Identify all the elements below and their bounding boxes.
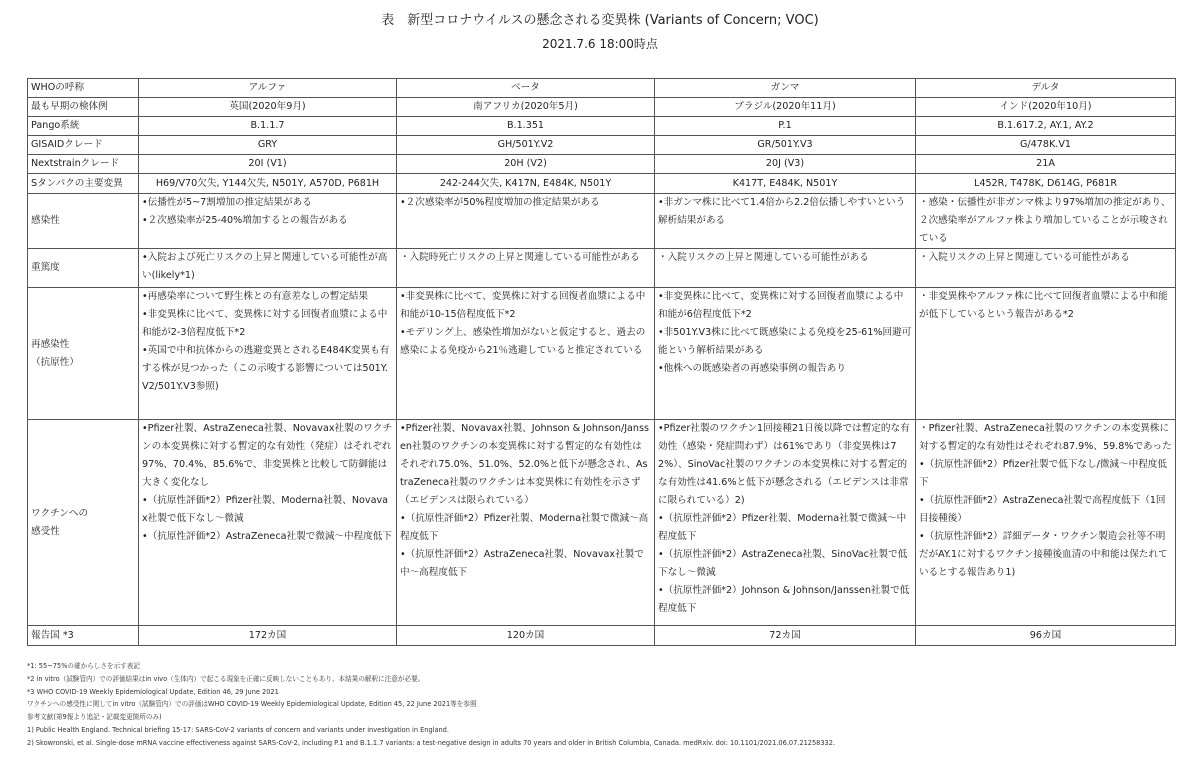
row-label-line: ワクチンへの [31, 507, 89, 519]
table-row-spike [28, 174, 1176, 194]
cell-alpha-gisaid: GRY [139, 136, 397, 155]
cell-line: ・感染・伝播性が非ガンマ株より97%増加の推定があり、２次感染率がアルファ株より増加していることが示唆されている [919, 197, 1171, 244]
cell-line: •（抗原性評価*2）Pfizer社製、Moderna社製、Novavax社製で低下なし～微減 [142, 495, 389, 524]
footnote: ワクチンへの感受性に関してin vitro（試験管内）での評価はWHO COVID-19 Weekly Epidemiological Update, Edition 45, 22 June 2021等を参照 [27, 700, 477, 709]
footnote: 1) Public Health England. Technical briefing 15-17: SARS-CoV-2 variants of concern and variants under investigation in England. [27, 725, 449, 734]
cell-line: •英国で中和抗体からの逃避変異とされるE484K変異も有する株が見つかった（この示唆する影響については501Y.V2/501Y.V3参照) [142, 345, 390, 392]
cell-beta-pango: B.1.351 [397, 117, 655, 136]
cell-delta-spike: L452R, T478K, D614G, P681R [916, 174, 1176, 194]
cell-alpha-pango: B.1.1.7 [139, 117, 397, 136]
cell-line: •Pfizer社製、Novavax社製、Johnson & Johnson/Janssen社製のワクチンの本変異株に対する暫定的な有効性はそれぞれ75.0%、51.0%、52.0%と低下が懸念され、AstraZeneca社製のワクチンは本変異株に有効性を示さず（エビデンスは限られている） [400, 423, 649, 506]
header-beta: ベータ [397, 79, 655, 98]
cell-delta-countries: 96カ国 [916, 626, 1176, 646]
row-label-countries: 報告国 *3 [28, 626, 139, 646]
cell-delta-vaccine [916, 420, 1176, 626]
cell-gamma-reinfection [655, 288, 916, 420]
table-row-severity [28, 249, 1176, 288]
cell-alpha-spike: H69/V70欠失, Y144欠失, N501Y, A570D, P681H [139, 174, 397, 194]
cell-gamma-pango: P.1 [655, 117, 916, 136]
cell-line: •非ガンマ株に比べて1.4倍から2.2倍伝播しやすいという解析結果がある [658, 197, 906, 226]
footnote: *3 WHO COVID-19 Weekly Epidemiological Update, Edition 46, 29 June 2021 [27, 687, 279, 696]
header-delta: デルタ [916, 79, 1176, 98]
cell-alpha-infectivity [139, 194, 397, 249]
table-header-row [28, 79, 1176, 98]
cell-line: •Pfizer社製、AstraZeneca社製、Novavax社製のワクチンの本変異株に対する暫定的な有効性（発症）はそれぞれ97%、70.4%、85.6%で、非変異株と比較して防御能は大きく変化なし [142, 423, 393, 488]
cell-line: •再感染率について野生株との有意差なしの暫定結果 [142, 291, 369, 302]
cell-alpha-earliest: 英国(2020年9月) [139, 98, 397, 117]
table-row-vaccine [28, 420, 1176, 626]
cell-delta-earliest: インド(2020年10月) [916, 98, 1176, 117]
row-label-line: 感受性 [31, 525, 60, 537]
cell-line: ・入院リスクの上昇と関連している可能性がある [919, 252, 1130, 263]
cell-gamma-spike: K417T, E484K, N501Y [655, 174, 916, 194]
cell-line: •（抗原性評価*2）詳細データ・ワクチン製造会社等不明だがAY.1に対するワクチン接種後血清の中和能は保たれているとする報告あり1) [919, 531, 1168, 578]
cell-delta-infectivity [916, 194, 1176, 249]
cell-beta-spike: 242-244欠失, K417N, E484K, N501Y [397, 174, 655, 194]
cell-gamma-earliest: ブラジル(2020年11月) [655, 98, 916, 117]
cell-line: •（抗原性評価*2）AstraZeneca社製で高程度低下（1回目接種後） [919, 495, 1166, 524]
cell-alpha-countries: 172カ国 [139, 626, 397, 646]
voc-table [27, 78, 1176, 646]
cell-line: ・入院時死亡リスクの上昇と関連している可能性がある [400, 252, 640, 263]
row-label-spike: Sタンパクの主要変異 [28, 174, 139, 194]
footnote: *1: 55~75%の確からしさを示す表記 [27, 662, 140, 670]
cell-line: •（抗原性評価*2）Pfizer社製、Moderna社製で微減～高程度低下 [400, 513, 649, 542]
footnotes [27, 660, 1177, 750]
row-label-line: （抗原性） [31, 356, 79, 368]
cell-line: •（抗原性評価*2）AstraZeneca社製で微減～中程度低下 [142, 531, 393, 542]
cell-gamma-severity [655, 249, 916, 288]
cell-line: •（抗原性評価*2）AstraZeneca社製、SinoVac社製で低下なし～微減 [658, 549, 908, 578]
cell-delta-pango: B.1.617.2, AY.1, AY.2 [916, 117, 1176, 136]
cell-alpha-severity [139, 249, 397, 288]
document-date: 2021.7.6 18:00時点 [542, 37, 658, 51]
cell-gamma-countries: 72カ国 [655, 626, 916, 646]
cell-gamma-gisaid: GR/501Y.V3 [655, 136, 916, 155]
cell-line: •２次感染率が25-40%増加するとの報告がある [142, 215, 348, 226]
row-label-nextstrain: Nextstrainクレード [28, 155, 139, 174]
cell-beta-reinfection [397, 288, 655, 420]
cell-beta-earliest: 南アフリカ(2020年5月) [397, 98, 655, 117]
row-label-severity: 重篤度 [28, 249, 139, 288]
row-label-reinfection [28, 288, 139, 420]
row-label-pango: Pango系統 [28, 117, 139, 136]
row-label-gisaid: GISAIDクレード [28, 136, 139, 155]
footnote: 2) Skowronski, et al. Single-dose mRNA vaccine effectiveness against SARS-CoV-2, including P.1 and B.1.1.7 variants: a test-negative design in adults 70 years and older in British Columbia, Canada. medRxiv. doi: 10.1101/2021.06.07.21258332. [27, 738, 836, 747]
cell-line: •他株への既感染者の再感染事例の報告あり [658, 363, 846, 374]
cell-line: •Pfizer社製のワクチン1回接種21日後以降では暫定的な有効性（感染・発症問わず）は61%であり（非変異株は72%）、SinoVac社製のワクチンの本変異株に対する暫定的な有効性は41.6%と低下が懸念される（エビデンスは非常に限られている）2) [658, 423, 910, 506]
cell-beta-severity [397, 249, 655, 288]
cell-line: •伝播性が5~7割増加の推定結果がある [142, 197, 312, 208]
table-row-gisaid [28, 136, 1176, 155]
cell-line: •非変異株に比べて、変異株に対する回復者血漿による中和能が6倍程度低下*2 [658, 291, 904, 320]
cell-gamma-infectivity [655, 194, 916, 249]
cell-line: •（抗原性評価*2）Pfizer社製、Moderna社製で微減～中程度低下 [658, 513, 907, 542]
cell-line: •入院および死亡リスクの上昇と関連している可能性が高い(likely*1) [142, 252, 388, 281]
cell-delta-reinfection [916, 288, 1176, 420]
cell-beta-gisaid: GH/501Y.V2 [397, 136, 655, 155]
table-row-earliest [28, 98, 1176, 117]
document-title: 表 新型コロナウイルスの懸念される変異株 (Variants of Concern; VOC) [381, 13, 819, 28]
cell-line: •非変異株に比べて、変異株に対する回復者血漿による中和能が10-15倍程度低下*2 [400, 291, 646, 320]
table-row-countries [28, 626, 1176, 646]
table-row-infectivity [28, 194, 1176, 249]
header-gamma: ガンマ [655, 79, 916, 98]
footnote: 参考文献(第9報より追記・記載変更箇所のみ) [27, 713, 162, 722]
header-who-name: WHOの呼称 [28, 79, 139, 98]
cell-line: •（抗原性評価*2）Pfizer社製で低下なし/微減～中程度低下 [919, 459, 1167, 488]
cell-line: ・入院リスクの上昇と関連している可能性がある [658, 252, 869, 263]
row-label-infectivity: 感染性 [28, 194, 139, 249]
cell-beta-infectivity [397, 194, 655, 249]
cell-delta-gisaid: G/478K.V1 [916, 136, 1176, 155]
cell-line: •モデリング上、感染性増加がないと仮定すると、過去の感染による免疫から21％逃避していると推定されている [400, 327, 646, 356]
table-row-reinfection [28, 288, 1176, 420]
cell-alpha-vaccine [139, 420, 397, 626]
cell-line: •非501Y.V3株に比べて既感染による免疫を25-61%回避可能という解析結果がある [658, 327, 912, 356]
cell-line: •（抗原性評価*2）Johnson & Johnson/Janssen社製で低程度低下 [658, 585, 910, 614]
cell-line: ・非変異株やアルファ株に比べて回復者血漿による中和能が低下しているという報告がある*2 [919, 291, 1168, 320]
header-alpha: アルファ [139, 79, 397, 98]
cell-gamma-vaccine [655, 420, 916, 626]
table-row-pango [28, 117, 1176, 136]
table-row-nextstrain [28, 155, 1176, 174]
cell-alpha-nextstrain: 20I (V1) [139, 155, 397, 174]
row-label-line: 再感染性 [31, 338, 70, 350]
cell-delta-severity [916, 249, 1176, 288]
cell-gamma-nextstrain: 20J (V3) [655, 155, 916, 174]
cell-beta-countries: 120カ国 [397, 626, 655, 646]
cell-delta-nextstrain: 21A [916, 155, 1176, 174]
cell-alpha-reinfection [139, 288, 397, 420]
row-label-vaccine [28, 420, 139, 626]
cell-line: •非変異株に比べて、変異株に対する回復者血漿による中和能が2-3倍程度低下*2 [142, 309, 388, 338]
cell-line: ・Pfizer社製、AstraZeneca社製のワクチンの本変異株に対する暫定的な有効性はそれぞれ87.9%、59.8%であった [919, 423, 1172, 452]
row-label-earliest: 最も早期の検体例 [28, 98, 139, 117]
cell-line: •２次感染率が50%程度増加の推定結果がある [400, 197, 600, 208]
cell-beta-vaccine [397, 420, 655, 626]
cell-beta-nextstrain: 20H (V2) [397, 155, 655, 174]
cell-line: •（抗原性評価*2）AstraZeneca社製、Novavax社製で中～高程度低下 [400, 549, 644, 578]
footnote: *2 in vitro（試験管内）での評価結果はin vivo（生体内）で起こる現象を正確に反映しないこともあり、本結果の解釈に注意が必要。 [27, 674, 425, 683]
